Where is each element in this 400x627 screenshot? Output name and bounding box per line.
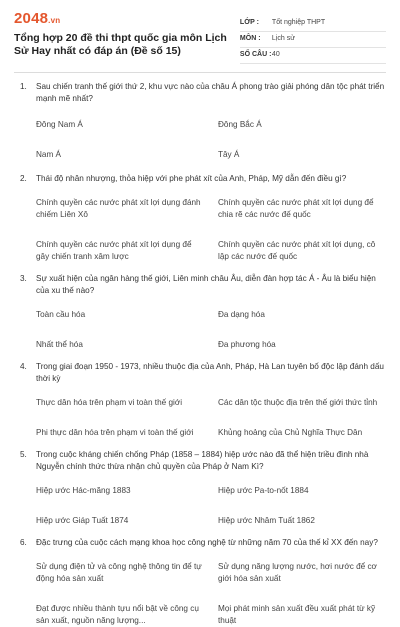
- option-c[interactable]: Hiệp ước Giáp Tuất 1874: [36, 516, 129, 525]
- question-5: [14, 449, 386, 527]
- option-a[interactable]: Chính quyền các nước phát xít lợi dụng đánh chiếm Liên Xô: [36, 198, 201, 219]
- option-a[interactable]: Sử dụng điện tử và công nghệ thông tin để tự động hóa sản xuất: [36, 562, 202, 583]
- meta-key: LỚP :: [239, 19, 259, 26]
- option-a[interactable]: Thực dân hóa trên phạm vi toàn thế giới: [36, 398, 183, 407]
- question-text: Thái độ nhân nhượng, thỏa hiệp với phe phát xít của Anh, Pháp, Mỹ dẫn đến điều gì?: [36, 174, 347, 183]
- question-text: Trong giai đoạn 1950 - 1973, nhiều thuộc địa của Anh, Pháp, Hà Lan tuyên bố độc lập đánh dấu thời kỳ: [36, 362, 384, 383]
- option-b[interactable]: Chính quyền các nước phát xít lợi dụng để chia rẽ các nước đế quốc: [218, 198, 374, 219]
- question-6: [14, 537, 386, 627]
- option-b[interactable]: Hiệp ước Pa-to-nốt 1884: [218, 486, 309, 495]
- question-text: Sự xuất hiện của ngân hàng thế giới, Liên minh châu Âu, diễn đàn hợp tác Á - Âu là biểu hiện của xu thế nào?: [36, 274, 376, 295]
- question-text: Sau chiến tranh thế giới thứ 2, khu vực nào của châu Á phong trào giải phóng dân tộc phát triển mạnh mẽ nhất?: [36, 82, 385, 103]
- meta-value: Tốt nghiệp THPT: [271, 19, 326, 26]
- meta-key: SỐ CÂU :: [239, 51, 272, 58]
- document-title: Tổng hợp 20 đề thi thpt quốc gia môn Lịch Sử Hay nhất có đáp án (Đề số 15): [14, 32, 227, 57]
- question-2: [14, 173, 386, 263]
- question-number: 1.: [20, 82, 27, 91]
- logo-text: 2048: [14, 10, 49, 27]
- option-c[interactable]: Phi thực dân hóa trên phạm vi toàn thế giới: [36, 428, 194, 437]
- option-b[interactable]: Đa dạng hóa: [218, 310, 265, 319]
- meta-subject: [240, 32, 386, 48]
- option-d[interactable]: Hiệp ước Nhâm Tuất 1862: [218, 516, 315, 525]
- question-1: [14, 81, 386, 161]
- question-number: 4.: [20, 362, 27, 371]
- option-b[interactable]: Đông Bắc Á: [218, 120, 262, 129]
- option-a[interactable]: Hiệp ước Hác-măng 1883: [36, 486, 131, 495]
- header-left: [14, 10, 240, 68]
- option-a[interactable]: Đông Nam Á: [36, 120, 83, 129]
- question-number: 2.: [20, 174, 27, 183]
- option-d[interactable]: Đa phương hóa: [218, 340, 276, 349]
- option-c[interactable]: Nhất thể hóa: [36, 340, 83, 349]
- question-4: [14, 361, 386, 439]
- meta-value: Lịch sử: [271, 35, 295, 42]
- document-meta: [240, 10, 386, 68]
- question-number: 3.: [20, 274, 27, 283]
- question-3: [14, 273, 386, 351]
- meta-value: 40: [271, 51, 280, 58]
- meta-question-count: [240, 48, 386, 64]
- question-text: Đặc trưng của cuộc cách mạng khoa học công nghệ từ những năm 70 của thế kỉ XX đến nay?: [36, 538, 378, 547]
- option-a[interactable]: Toàn cầu hóa: [36, 310, 86, 319]
- site-logo[interactable]: [14, 10, 240, 30]
- document-header: [14, 0, 386, 68]
- question-text: Trong cuộc kháng chiến chống Pháp (1858 – 1884) hiệp ước nào đã thể hiện triều đình nhà Nguyễn chính thức thừa nhận chủ quyền của Pháp ở Nam Kì?: [36, 450, 369, 471]
- option-c[interactable]: Nam Á: [36, 150, 62, 159]
- meta-grade: [240, 16, 386, 32]
- option-d[interactable]: Tây Á: [218, 150, 240, 159]
- option-c[interactable]: Đạt được nhiều thành tựu nổi bật về công cụ sản xuất, nguồn năng lượng...: [36, 604, 199, 625]
- option-b[interactable]: Các dân tộc thuộc địa trên thế giới thức tỉnh: [218, 398, 378, 407]
- question-number: 5.: [20, 450, 27, 459]
- meta-key: MÔN :: [239, 35, 261, 42]
- header-divider: [14, 72, 386, 73]
- option-b[interactable]: Sử dụng năng lượng nước, hơi nước để cơ giới hóa sản xuất: [218, 562, 377, 583]
- option-d[interactable]: Mọi phát minh sản xuất đều xuất phát từ kỹ thuật: [218, 604, 376, 625]
- option-c[interactable]: Chính quyền các nước phát xít lợi dụng để gây chiến tranh xâm lược: [36, 240, 192, 261]
- logo-tld: .vn: [48, 16, 61, 25]
- option-d[interactable]: Chính quyền các nước phát xít lợi dụng, cô lập các nước đế quốc: [218, 240, 376, 261]
- option-d[interactable]: Khủng hoảng của Chủ Nghĩa Thực Dân: [218, 428, 363, 437]
- question-number: 6.: [20, 538, 27, 547]
